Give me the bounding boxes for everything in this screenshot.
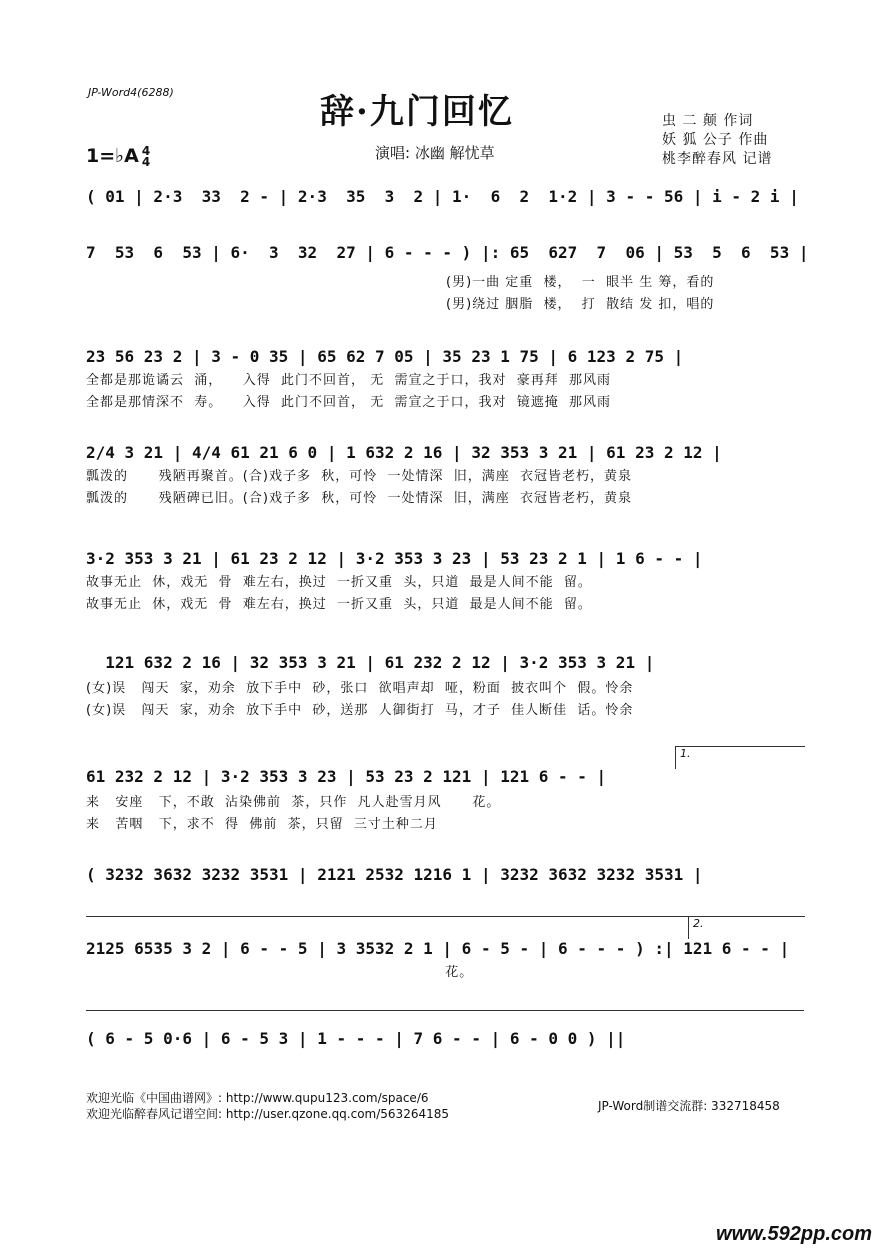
notation-line: 2/4 3 21 | 4/4 61 21 6 0 | 1 632 2 16 | 32 353 3 21 | 61 23 2 12 |	[86, 443, 722, 462]
notation-line: 121 632 2 16 | 32 353 3 21 | 61 232 2 12 | 3·2 353 3 21 |	[86, 653, 655, 672]
second-ending-label: 2.	[693, 917, 704, 930]
site-watermark: www.592pp.com	[716, 1223, 872, 1245]
lyric-verse-1: 来 安座 下，不敢 沾染佛前 茶，只作 凡人赴雪月风 花。	[86, 795, 501, 810]
lyric-verse-2: (男)绕过 胭脂 楼， 打 散结 发 扣，唱的	[446, 297, 715, 312]
lyric-verse-2: 瓢泼的 残陋碑已旧。(合)戏子多 秋，可怜 一处情深 旧，满座 衣冠皆老朽，黄泉	[86, 491, 632, 506]
lyric-verse-2: 故事无止 休，戏无 骨 难左右，换过 一折又重 头，只道 最是人间不能 留。	[86, 597, 592, 612]
lyric-verse-2: 来 苦咽 下，求不 得 佛前 茶，只留 三寸土种二月	[86, 817, 438, 832]
notation-line: 2125 6535 3 2 | 6 - - 5 | 3 3532 2 1 | 6 - 5 - | 6 - - - ) :| 121 6 - - |	[86, 939, 790, 958]
notation-line: 7 53 6 53 | 6· 3 32 27 | 6 - - - ) |: 65 627 7 06 | 53 5 6 53 |	[86, 243, 809, 262]
lyric-verse-1: (女)误 闯天 家，劝余 放下手中 砂，张口 欲唱声却 哑，粉面 披衣叫个 假。怜余	[86, 681, 634, 696]
footer-group-info: JP-Word制谱交流群: 332718458	[598, 1099, 780, 1113]
time-top: 4	[141, 143, 151, 158]
lyric-verse-1: 故事无止 休，戏无 骨 难左右，换过 一折又重 头，只道 最是人间不能 留。	[86, 575, 592, 590]
notation-line: ( 6 - 5 0·6 | 6 - 5 3 | 1 - - - | 7 6 - - | 6 - 0 0 ) ||	[86, 1029, 626, 1048]
notation-line: 23 56 23 2 | 3 - 0 35 | 65 62 7 05 | 35 23 1 75 | 6 123 2 75 |	[86, 347, 684, 366]
footer-link-2[interactable]: 欢迎光临醉春风记谱空间: http://user.qzone.qq.com/563264185	[86, 1107, 450, 1121]
software-tag: JP-Word4(6288)	[88, 86, 174, 99]
time-bottom: 4	[141, 154, 151, 169]
lyric-ending: 花。	[86, 965, 474, 980]
song-title: 辞·九门回忆	[320, 92, 514, 132]
notation-line: ( 3232 3632 3232 3531 | 2121 2532 1216 1 | 3232 3632 3232 3531 |	[86, 865, 703, 884]
notation-line: ( 01 | 2·3 33 2 - | 2·3 35 3 2 | 1· 6 2 1·2 | 3 - - 56 | i - 2 i |	[86, 187, 799, 206]
footer-link-1[interactable]: 欢迎光临《中国曲谱网》: http://www.qupu123.com/space/6	[86, 1091, 429, 1105]
lyric-verse-2: 全都是那情深不 寿。 入得 此门不回首， 无 需宣之于口，我对 镜遮掩 那风雨	[86, 395, 611, 410]
lyric-verse-1: (男)一曲 定重 楼， 一 眼半 生 筹，看的	[446, 275, 715, 290]
lyric-verse-1: 全都是那诡谲云 涌， 入得 此门不回首， 无 需宣之于口，我对 豪再拜 那风雨	[86, 373, 611, 388]
key-label: 1=♭A	[86, 145, 139, 167]
key-signature	[86, 145, 150, 168]
transcriber-credit: 桃李醉春风 记谱	[662, 151, 773, 167]
notation-line: 3·2 353 3 21 | 61 23 2 12 | 3·2 353 3 23 | 53 23 2 1 | 1 6 - - |	[86, 549, 703, 568]
lyricist-credit: 虫 二 颠 作词	[662, 113, 754, 129]
notation-line: 61 232 2 12 | 3·2 353 3 23 | 53 23 2 121 | 121 6 - - |	[86, 767, 607, 786]
singer-credit: 演唱: 冰幽 解忧草	[375, 144, 495, 162]
lyric-verse-2: (女)误 闯天 家，劝余 放下手中 砂，送那 人御街打 马，才子 佳人断佳 话。怜余	[86, 703, 634, 718]
lyric-verse-1: 瓢泼的 残陋再聚首。(合)戏子多 秋，可怜 一处情深 旧，满座 衣冠皆老朽，黄泉	[86, 469, 632, 484]
first-ending-label: 1.	[680, 747, 691, 760]
composer-credit: 妖 狐 公子 作曲	[662, 132, 769, 148]
time-signature	[141, 143, 151, 169]
staff-divider	[86, 1010, 804, 1011]
